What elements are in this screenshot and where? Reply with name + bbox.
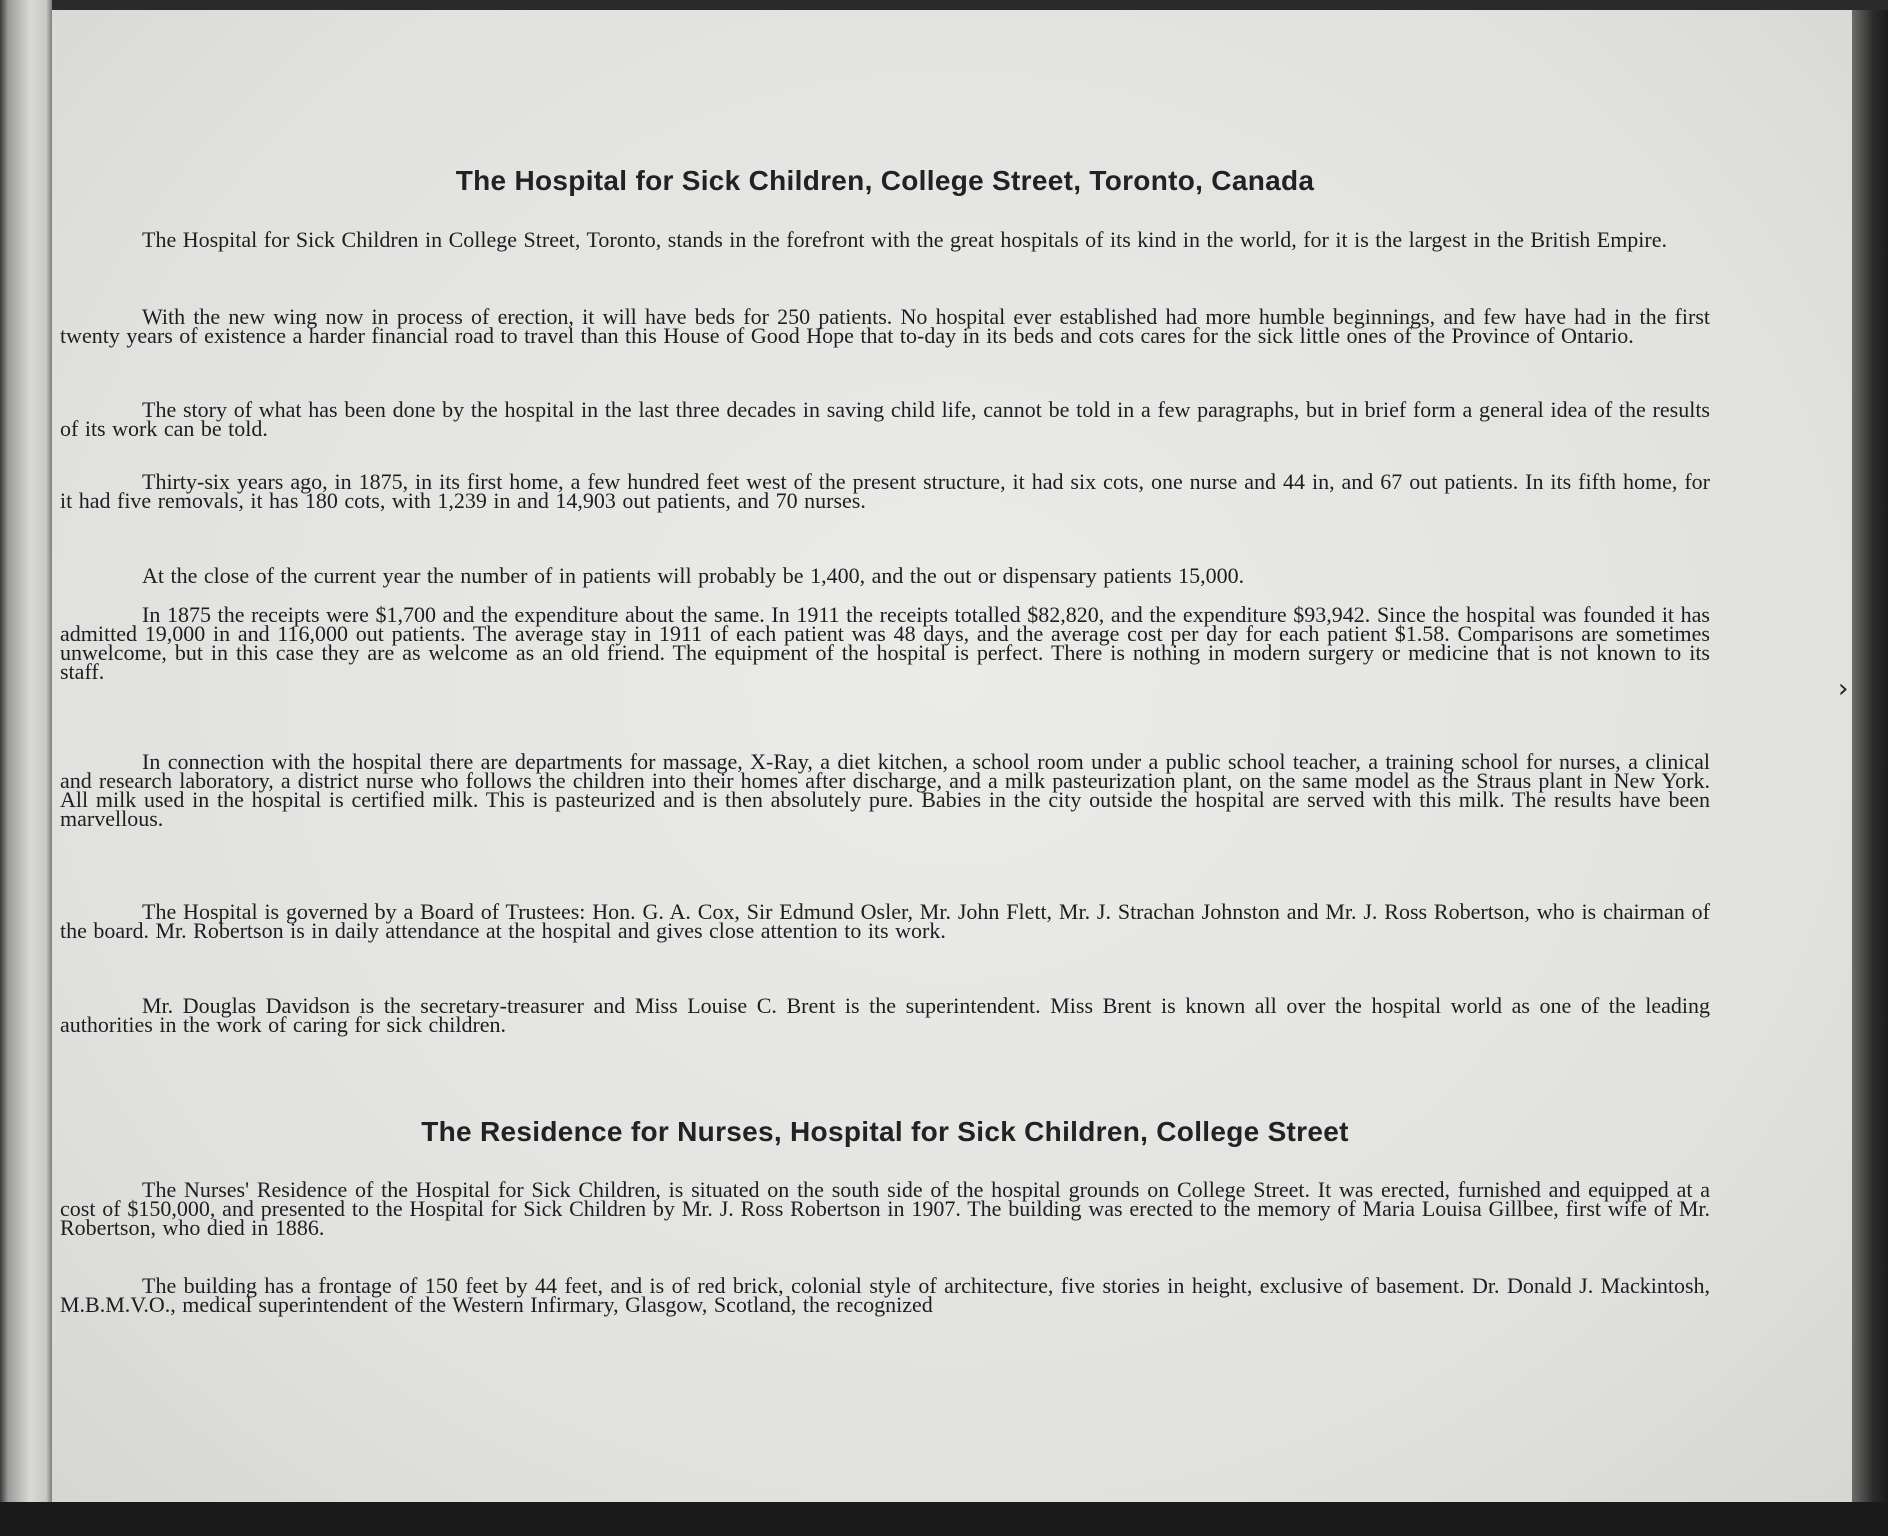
section-1-paragraph-8-block: [60, 899, 1710, 943]
section-2-title: The Residence for Nurses, Hospital for Sick Children, College Street: [421, 1116, 1349, 1147]
section-1-paragraph: In connection with the hospital there are departments for massage, X-Ray, a diet kitchen, a school room under a public school teacher, a training school for nurses, a clinical and research laboratory, a district nurse who follows the children into their homes after discharge, and a milk pasteurization plant, on the same model as the Straus plant in New York. All milk used in the hospital is certified milk. This is pasteurized and is then absolutely pure. Babies in the city outside the hospital are served with this milk. The results have been marvellous.: [60, 749, 1710, 831]
section-1-paragraph: With the new wing now in process of erection, it will have beds for 250 patients. No hospital ever established had more humble beginnings, and few have had in the first twenty years of existence a harder financial road to travel than this House of Good Hope that to-day in its beds and cots cares for the sick little ones of the Province of Ontario.: [60, 304, 1710, 348]
scan-right-border: [1852, 10, 1888, 1502]
section-1-paragraph-1-block: [60, 227, 1710, 252]
section-1-title: The Hospital for Sick Children, College Street, Toronto, Canada: [455, 165, 1315, 196]
section-1-paragraph: The story of what has been done by the hospital in the last three decades in saving child life, cannot be told in a few paragraphs, but in brief form a general idea of the results of its work can be told.: [60, 397, 1710, 441]
section-1-paragraph: The Hospital for Sick Children in College Street, Toronto, stands in the forefront with the great hospitals of its kind in the world, for it is the largest in the British Empire.: [142, 227, 1668, 252]
section-1-heading-block: [60, 165, 1710, 197]
section-1-paragraph: The Hospital is governed by a Board of Trustees: Hon. G. A. Cox, Sir Edmund Osler, Mr. John Flett, Mr. J. Strachan Johnston and Mr. J. Ross Robertson, who is chairman of the board. Mr. Robertson is in daily attendance at the hospital and gives close attention to its work.: [60, 899, 1710, 943]
section-1-paragraph-4-block: [60, 469, 1710, 513]
section-1-paragraph-6-block: [60, 602, 1710, 684]
section-1-paragraph-5-block: [60, 563, 1710, 588]
section-1-paragraph-2-block: [60, 304, 1710, 348]
section-1-paragraph-7-block: [60, 749, 1710, 831]
section-1-paragraph-9-block: [60, 993, 1710, 1037]
section-2-paragraph: The Nurses' Residence of the Hospital for Sick Children, is situated on the south side of the hospital grounds on College Street. It was erected, furnished and equipped at a cost of $150,000, and presented to the Hospital for Sick Children by Mr. J. Ross Robertson in 1907. The building was erected to the memory of Maria Louisa Gillbee, first wife of Mr. Robertson, who died in 1886.: [60, 1177, 1710, 1240]
section-1-paragraph: Mr. Douglas Davidson is the secretary-treasurer and Miss Louise C. Brent is the superintendent. Miss Brent is known all over the hospital world as one of the leading authorities in the work of caring for sick children.: [60, 993, 1710, 1037]
section-1-paragraph: In 1875 the receipts were $1,700 and the expenditure about the same. In 1911 the receipts totalled $82,820, and the expenditure $93,942. Since the hospital was founded it has admitted 19,000 in and 116,000 out patients. The average stay in 1911 of each patient was 48 days, and the average cost per day for each patient $1.58. Comparisons are sometimes unwelcome, but in this case they are as welcome as an old friend. The equipment of the hospital is perfect. There is nothing in modern surgery or medicine that is not known to its staff.: [60, 602, 1710, 684]
scan-binding-edge: [0, 0, 52, 1536]
section-1-paragraph: Thirty-six years ago, in 1875, in its first home, a few hundred feet west of the present structure, it had six cots, one nurse and 44 in, and 67 out patients. In its fifth home, for it had five removals, it has 180 cots, with 1,239 in and 14,903 out patients, and 70 nurses.: [60, 469, 1710, 513]
section-2-paragraph-2-block: [60, 1273, 1710, 1317]
section-2-paragraph-1-block: [60, 1177, 1710, 1240]
page-edge-mark: ›: [1838, 674, 1849, 704]
scan-bottom-border: [0, 1502, 1888, 1536]
section-2-heading-block: [60, 1116, 1710, 1148]
section-1-paragraph: At the close of the current year the number of in patients will probably be 1,400, and the out or dispensary patients 15,000.: [142, 563, 1245, 588]
section-1-paragraph-3-block: [60, 397, 1710, 441]
section-2-paragraph: The building has a frontage of 150 feet by 44 feet, and is of red brick, colonial style of architecture, five stories in height, exclusive of basement. Dr. Donald J. Mackintosh, M.B.M.V.O., medical superintendent of the Western Infirmary, Glasgow, Scotland, the recognized: [60, 1273, 1710, 1317]
